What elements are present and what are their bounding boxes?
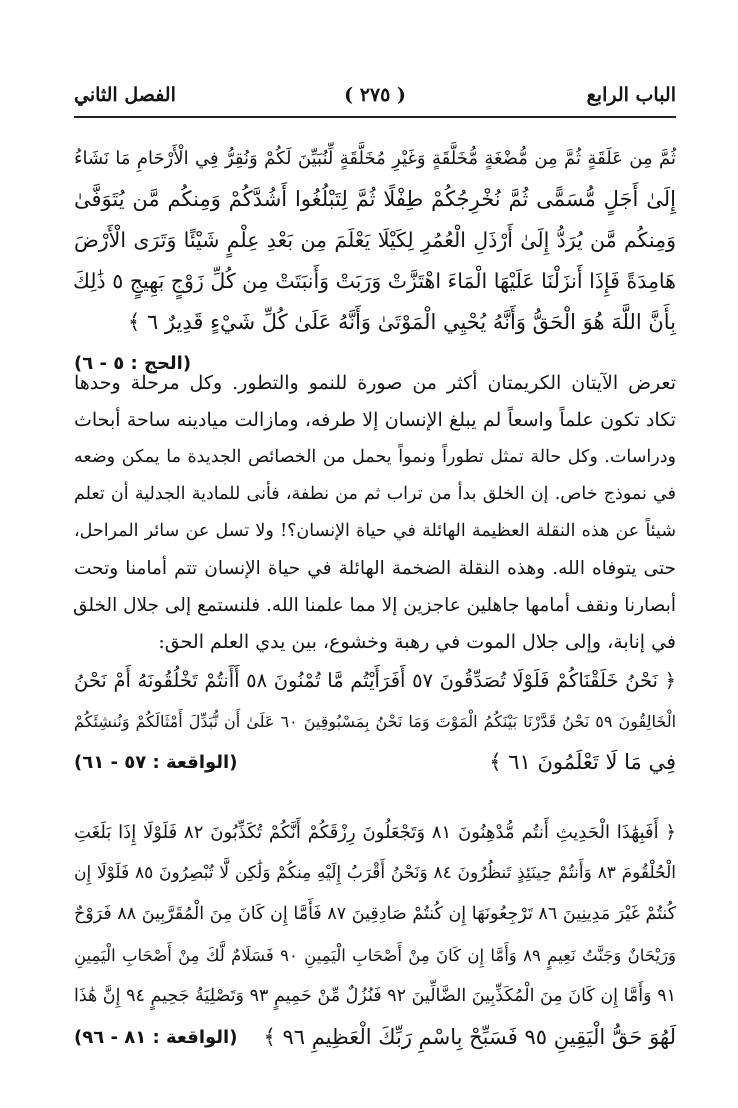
verse-line-last [74,742,676,783]
header-rule [74,116,676,118]
verse-line: ﴿ نَحْنُ خَلَقْنَاكُمْ فَلَوْلَا تُصَدِّقُونَ ٥٧ أَفَرَأَيْتُم مَّا تُمْنُونَ ٥٨ أَأَنتُمْ تَخْلُقُونَهُ أَمْ نَحْنُ [74,669,676,692]
verse-text: بِأَنَّ اللَّهَ هُوَ الْحَقُّ وَأَنَّهُ يُحْيِي الْمَوْتَىٰ وَأَنَّهُ عَلَىٰ كُلِّ شَيْءٍ قَدِيرٌ ٦ ﴾ [127,310,676,334]
paragraph-line: أبصارنا ونقف أمامها جاهلين عاجزين إلا مما علمنا الله. فلنستمع إلى جلال الخلق [72,595,676,616]
verse-line: ﴿ أَفَبِهَٰذَا الْحَدِيثِ أَنتُم مُّدْهِنُونَ ٨١ وَتَجْعَلُونَ رِزْقَكُمْ أَنَّكُمْ تُكَذِّبُونَ ٨٢ فَلَوْلَا إِذَا بَلَغَتِ [74,822,676,843]
verse-line: إِلَىٰ أَجَلٍ مُّسَمًّى ثُمَّ نُخْرِجُكُمْ طِفْلًا ثُمَّ لِتَبْلُغُوا أَشُدَّكُمْ وَمِنكُم مَّن يُتَوَفَّىٰ [74,187,676,211]
verse-line: كُنتُمْ غَيْرَ مَدِينِينَ ٨٦ تَرْجِعُونَهَا إِن كُنتُمْ صَادِقِينَ ٨٧ فَأَمَّا إِن كَانَ مِنَ الْمُقَرَّبِينَ ٨٨ فَرَوْحٌ [74,904,677,924]
page-number: ( ٢٧٥ ) [344,84,406,106]
paragraph-line: في نموذج خاص. إن الخلق بدأ من تراب ثم من نطفة، فأنى للمادية الجدلية أن تعلم [74,484,676,504]
verse-line: ٩١ وَأَمَّا إِن كَانَ مِنَ الْمُكَذِّبِينَ الضَّالِّينَ ٩٢ فَنُزُلٌ مِّنْ حَمِيمٍ ٩٣ وَتَصْلِيَةُ جَحِيمٍ ٩٤ إِنَّ هَٰذَا [73,986,676,1006]
verse-line-last [74,1017,676,1058]
paragraph-line: حتى يتوفاه الله. وهذه النقلة الضخمة الهائلة في حياة الإنسان تتم أمامنا وتحت [74,558,676,579]
verse-line: هَامِدَةً فَإِذَا أَنزَلْنَا عَلَيْهَا الْمَاءَ اهْتَزَّتْ وَرَبَتْ وَأَنبَتَتْ مِن كُلِّ زَوْجٍ بَهِيجٍ ٥ ذَٰلِكَ [73,269,676,293]
verse-line: الْحُلْقُومَ ٨٣ وَأَنتُمْ حِينَئِذٍ تَنظُرُونَ ٨٤ وَنَحْنُ أَقْرَبُ إِلَيْهِ مِنكُمْ وَلَٰكِن لَّا تُبْصِرُونَ ٨٥ فَلَوْلَا إِن [74,863,676,883]
paragraph-line: ودراسات. وكل حالة تمثل تطوراً ونمواً يحمل من الخصائص الجديدة ما يمكن وضعه [74,447,676,467]
verse-text: لَهُوَ حَقُّ الْيَقِينِ ٩٥ فَسَبِّحْ بِاسْمِ رَبِّكَ الْعَظِيمِ ٩٦ ﴾ [263,1025,676,1049]
verse-text: فِي مَا لَا تَعْلَمُونَ ٦١ ﴾ [489,750,676,774]
quran-passage-waqiah-2 [74,812,676,1058]
verse-line: وَمِنكُم مَّن يُرَدُّ إِلَىٰ أَرْذَلِ الْعُمُرِ لِكَيْلَا يَعْلَمَ مِن بَعْدِ عِلْمٍ شَيْئًا وَتَرَى الْأَرْضَ [74,228,676,252]
paragraph-line: شيئاً عن هذه النقلة العظيمة الهائلة في حياة الإنسان؟! ولا تسل عن سائر المراحل، [74,521,676,541]
verse-line-last [74,302,676,374]
quran-passage-hajj [74,138,676,384]
verse-reference: (الحج : ٥ - ٦) [74,353,192,374]
paragraph-line-last: في إنابة، وإلى جلال الموت في رهبة وخشوع، بين يدي العلم الحق: [158,631,676,653]
verse-line: وَرَيْحَانٌ وَجَنَّتُ نَعِيمٍ ٨٩ وَأَمَّا إِن كَانَ مِنْ أَصْحَابِ الْيَمِينِ ٩٠ فَسَلَامٌ لَّكَ مِنْ أَصْحَابِ الْيَمِينِ [74,946,677,965]
paragraph-line: تعرض الآيتان الكريمتان أكثر من صورة للنمو والتطور. وكل مرحلة وحدها [74,372,676,394]
commentary-paragraph [74,365,676,661]
page-header [74,80,676,116]
verse-reference: (الواقعة : ٨١ - ٩٦) [74,1027,238,1048]
quran-passage-waqiah-1 [74,660,676,783]
verse-reference: (الواقعة : ٥٧ - ٦١) [74,752,238,773]
chapter-title: الباب الرابع [586,84,676,106]
verse-line: الْخَالِقُونَ ٥٩ نَحْنُ قَدَّرْنَا بَيْنَكُمُ الْمَوْتَ وَمَا نَحْنُ بِمَسْبُوقِينَ ٦٠ عَلَىٰ أَن نُّبَدِّلَ أَمْثَالَكُمْ وَنُنشِئَكُمْ [74,712,677,731]
paragraph-line: تكاد تكون علماً واسعاً لم يبلغ الإنسان إلا طرفه، ومازالت ميادينه ساحة أبحاث [74,409,676,431]
verse-line: ثُمَّ مِن عَلَقَةٍ ثُمَّ مِن مُّضْغَةٍ مُّخَلَّقَةٍ وَغَيْرِ مُخَلَّقَةٍ لِّنُبَيِّنَ لَكُمْ وَنُقِرُّ فِي الْأَرْحَامِ مَا نَشَاءُ [74,148,676,169]
section-title: الفصل الثاني [74,84,176,106]
